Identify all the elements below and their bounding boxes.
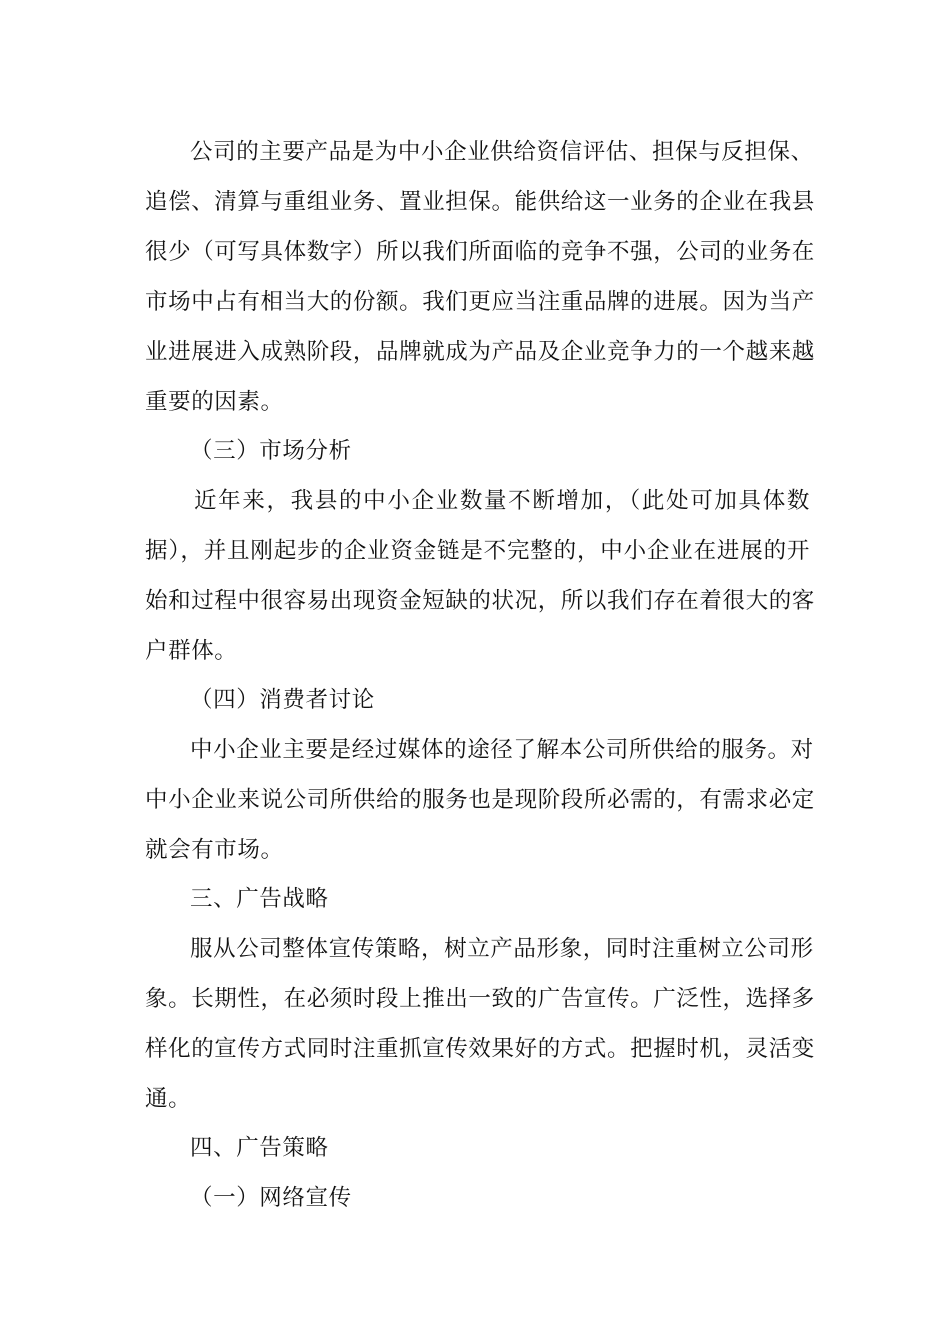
paragraph-line: 市场中占有相当大的份额。我们更应当注重品牌的进展。因为当产 <box>145 289 815 315</box>
paragraph-line: 中小企业主要是经过媒体的途径了解本公司所供给的服务。对 <box>190 737 814 763</box>
paragraph-line: 很少（可写具体数字）所以我们所面临的竞争不强，公司的业务在 <box>145 239 815 265</box>
paragraph-line: 中小企业来说公司所供给的服务也是现阶段所必需的，有需求必定 <box>145 787 815 813</box>
paragraph-line: 象。长期性，在必须时段上推出一致的广告宣传。广泛性，选择多 <box>145 986 815 1012</box>
paragraph-line: 就会有市场。 <box>145 837 284 863</box>
paragraph-line: 通。 <box>145 1086 192 1112</box>
paragraph-line: 样化的宣传方式同时注重抓宣传效果好的方式。把握时机，灵活变 <box>145 1036 815 1062</box>
paragraph-line: 重要的因素。 <box>145 389 284 415</box>
section-heading: （四）消费者讨论 <box>190 687 375 713</box>
section-heading: （三）市场分析 <box>190 438 352 464</box>
paragraph-line: 追偿、清算与重组业务、置业担保。能供给这一业务的企业在我县 <box>145 189 815 215</box>
section-heading: （一）网络宣传 <box>190 1185 352 1211</box>
section-heading: 四、广告策略 <box>190 1135 329 1161</box>
paragraph-line: 服从公司整体宣传策略，树立产品形象，同时注重树立公司形 <box>190 936 814 962</box>
paragraph-line: 业进展进入成熟阶段，品牌就成为产品及企业竞争力的一个越来越 <box>145 339 815 365</box>
paragraph-line: 近年来，我县的中小企业数量不断增加，（此处可加具体数 <box>194 488 810 514</box>
paragraph-line: 户群体。 <box>145 638 238 664</box>
paragraph-line: 始和过程中很容易出现资金短缺的状况，所以我们存在着很大的客 <box>145 588 815 614</box>
paragraph-line: 公司的主要产品是为中小企业供给资信评估、担保与反担保、 <box>190 139 814 165</box>
paragraph-line: 据），并且刚起步的企业资金链是不完整的，中小企业在进展的开 <box>145 538 810 564</box>
section-heading: 三、广告战略 <box>190 886 329 912</box>
